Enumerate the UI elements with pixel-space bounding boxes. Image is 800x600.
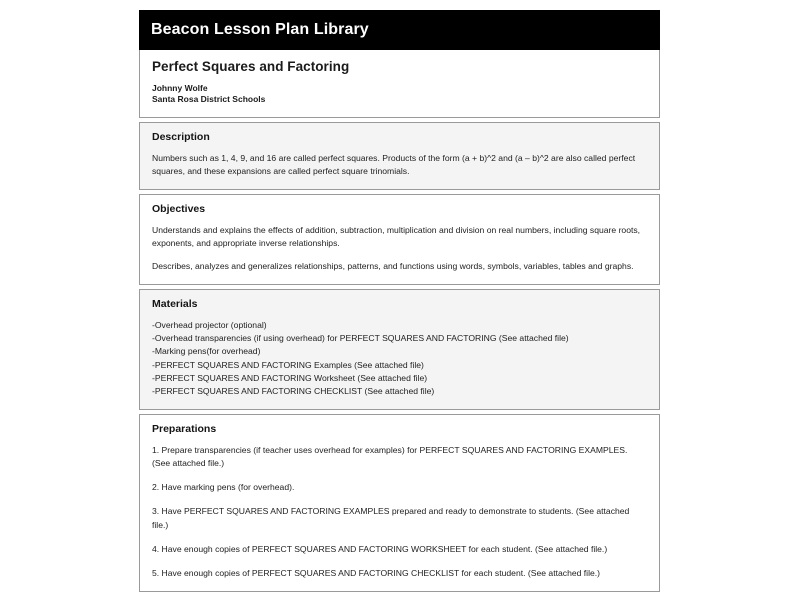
- lesson-plan-document: [139, 10, 660, 592]
- lesson-title-block: [139, 50, 660, 118]
- author-organization: Santa Rosa District Schools: [152, 94, 266, 105]
- description-paragraph: Numbers such as 1, 4, 9, and 16 are called perfect squares. Products of the form (a + b)^2 and (a – b)^2 are also called perfect squares, and these expansions are called perfect square trinomials.: [152, 153, 636, 177]
- list-item: 1. Prepare transparencies (if teacher uses overhead for examples) for PERFECT SQUARES AND FACTORING EXAMPLES. (See attached file.): [152, 444, 628, 468]
- section-heading-materials: Materials: [152, 297, 198, 310]
- section-objectives: [139, 194, 660, 285]
- list-item: 2. Have marking pens (for overhead).: [152, 482, 295, 493]
- section-preparations: [139, 414, 660, 592]
- objectives-paragraph: Understands and explains the effects of addition, subtraction, multiplication and division on real numbers, including square roots, exponents, and appropriate inverse relationships.: [152, 224, 641, 249]
- section-heading-objectives: Objectives: [152, 202, 206, 215]
- section-heading-description: Description: [152, 131, 210, 144]
- list-item: -PERFECT SQUARES AND FACTORING CHECKLIST (See attached file): [152, 386, 435, 397]
- list-item: 4. Have enough copies of PERFECT SQUARES AND FACTORING WORKSHEET for each student. (See attached file.): [152, 544, 608, 555]
- site-title: Beacon Lesson Plan Library: [151, 21, 369, 38]
- list-item: 3. Have PERFECT SQUARES AND FACTORING EXAMPLES prepared and ready to demonstrate to students. (See attached file.): [152, 506, 630, 530]
- author-block: [152, 83, 647, 105]
- list-item: -PERFECT SQUARES AND FACTORING Worksheet (See attached file): [152, 372, 428, 383]
- section-materials: [139, 289, 660, 410]
- objectives-paragraph: Describes, analyzes and generalizes relationships, patterns, and functions using words, symbols, variables, tables and graphs.: [152, 261, 634, 272]
- list-item: -PERFECT SQUARES AND FACTORING Examples (See attached file): [152, 359, 424, 370]
- site-masthead: [139, 10, 660, 50]
- list-item: -Marking pens(for overhead): [152, 346, 261, 357]
- list-item: -Overhead projector (optional): [152, 319, 267, 330]
- list-item: 5. Have enough copies of PERFECT SQUARES AND FACTORING CHECKLIST for each student. (See attached file.): [152, 568, 601, 579]
- section-description: [139, 122, 660, 190]
- author-name: Johnny Wolfe: [152, 83, 208, 93]
- page-title: Perfect Squares and Factoring: [152, 59, 350, 74]
- section-heading-preparations: Preparations: [152, 422, 217, 435]
- materials-list: [152, 319, 647, 399]
- list-item: -Overhead transparencies (if using overhead) for PERFECT SQUARES AND FACTORING (See attached file): [152, 332, 569, 343]
